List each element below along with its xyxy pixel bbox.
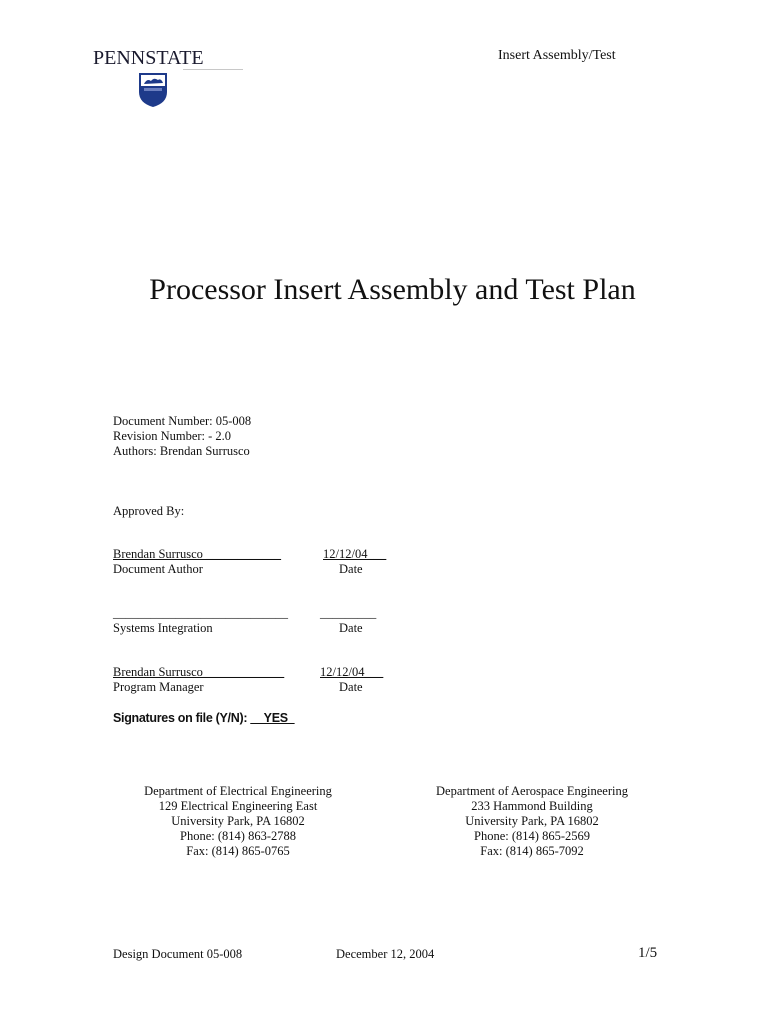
address-fax: Fax: (814) 865-7092 xyxy=(480,844,584,858)
penn-state-logo-text xyxy=(93,47,204,70)
address-aerospace xyxy=(402,784,662,859)
signature-role: Document Author xyxy=(113,562,203,576)
address-building: 233 Hammond Building xyxy=(471,799,593,813)
address-city: University Park, PA 16802 xyxy=(171,814,305,828)
document-title xyxy=(0,273,770,307)
address-dept: Department of Electrical Engineering xyxy=(144,784,332,798)
address-phone: Phone: (814) 865-2569 xyxy=(474,829,590,843)
logo-divider xyxy=(183,69,243,70)
address-building: 129 Electrical Engineering East xyxy=(158,799,318,813)
signature-role: Program Manager xyxy=(113,680,204,694)
signatures-on-file xyxy=(113,711,294,725)
address-city: University Park, PA 16802 xyxy=(465,814,599,828)
document-number: Document Number: 05-008 xyxy=(113,414,252,428)
footer-date: December 12, 2004 xyxy=(336,947,435,961)
revision-number: Revision Number: - 2.0 xyxy=(113,429,232,443)
signature-date-label: Date xyxy=(339,680,363,694)
logo-prefix: PENN xyxy=(93,47,146,69)
logo-suffix: STATE xyxy=(145,47,204,69)
signature-date: _________ xyxy=(320,606,377,620)
address-fax: Fax: (814) 865-0765 xyxy=(186,844,290,858)
signature-name: Brendan Surrusco_____________ xyxy=(113,665,285,679)
address-phone: Phone: (814) 863-2788 xyxy=(180,829,296,843)
signature-date: 12/12/04___ xyxy=(320,665,384,679)
signature-role: Systems Integration xyxy=(113,621,213,635)
signatures-on-file-value: __YES_ xyxy=(250,711,295,725)
signature-name: ____________________________ xyxy=(113,606,288,620)
signature-date-label: Date xyxy=(339,562,363,576)
signature-date-label: Date xyxy=(339,621,363,635)
signature-name: Brendan Surrusco ____________ xyxy=(113,547,282,561)
document-title-text: Processor Insert Assembly and Test Plan xyxy=(149,273,636,306)
running-title: Insert Assembly/Test xyxy=(498,48,616,63)
page-number: 1/5 xyxy=(638,945,658,961)
approved-by-label: Approved By: xyxy=(113,504,185,518)
footer-document: Design Document 05-008 xyxy=(113,947,243,961)
signatures-on-file-label: Signatures on file (Y/N): xyxy=(113,711,251,725)
penn-state-shield-icon xyxy=(138,72,168,108)
address-electrical xyxy=(108,784,368,859)
signature-date: 12/12/04___ xyxy=(323,547,387,561)
address-dept: Department of Aerospace Engineering xyxy=(436,784,628,798)
authors: Authors: Brendan Surrusco xyxy=(113,444,250,458)
